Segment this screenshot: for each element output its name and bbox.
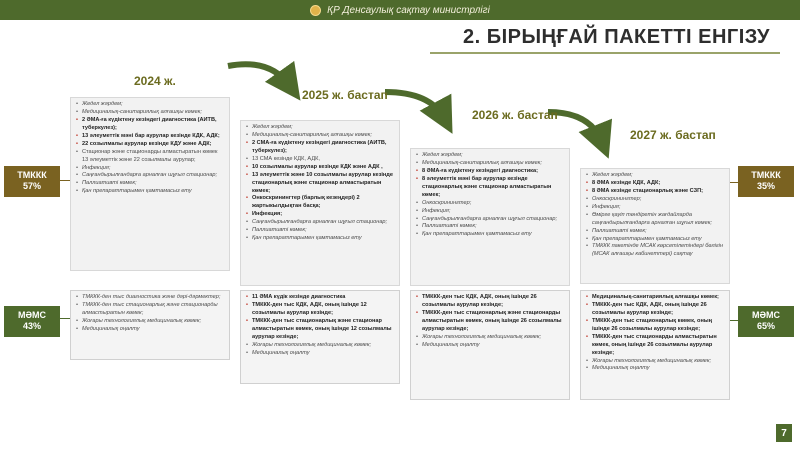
box-2024-tmkkk bbox=[70, 97, 230, 271]
mams-right-pct: 65% bbox=[756, 321, 775, 332]
list-item: • Медициналық-санитариялық алғашқы көмек; bbox=[586, 294, 724, 302]
list-item: • Медициналық-санитариялық алғашқы көмек; bbox=[246, 132, 394, 140]
list-item: • 13 әлеуметтік және 10 созылмалы аурулар кезінде стационарлық және стационар алмастыратын көмек; bbox=[246, 172, 394, 196]
mams-left-label: МӘМС bbox=[17, 310, 47, 320]
list-item: • ТМККК-ден тыс КДК, АДК, оның ішінде 12 созылмалы аурулар кезінде; bbox=[246, 302, 394, 318]
list-item: • ТМККК-ден тыс КДК, АДК, оның ішінде 26 созылмалы аурулар кезінде; bbox=[586, 302, 724, 318]
year-2024: 2024 ж. bbox=[134, 74, 176, 88]
box-2025-mams bbox=[240, 290, 400, 384]
list-item: • Жоғары технологиялық медициналық көмек; bbox=[76, 318, 224, 326]
list-item: • 10 созылмалы аурулар кезінде КДК және АДК , bbox=[246, 164, 394, 172]
list-item: • ТМККК-ден тыс стационарлық және стационарды алмастыратын көмек; bbox=[76, 302, 224, 318]
list-item: • Инфекция; bbox=[246, 211, 394, 219]
box-2027-tmkkk bbox=[580, 168, 730, 284]
list-item: • Жедел жәрдем; bbox=[586, 172, 724, 180]
list-item: • Паллиативті көмек; bbox=[246, 227, 394, 235]
list-item: • Жоғары технологиялық медициналық көмек; bbox=[416, 334, 564, 342]
list-item: • Паллиативті көмек; bbox=[416, 223, 564, 231]
list-item: • Жоғары технологиялық медициналық көмек; bbox=[246, 342, 394, 350]
list-item: • 22 созылмалы аурулар кезінде КДУ және АДК; bbox=[76, 141, 224, 149]
list-item: • 8 ӘМА кезінде стационарлық және СЗП; bbox=[586, 188, 724, 196]
list-item: • Қан препараттарымен қамтамасыз ету bbox=[586, 236, 724, 244]
list-item: • ТМККК-ден тыс КДК, АДК, оның ішінде 26 созылмалы аурулар кезінде; bbox=[416, 294, 564, 310]
list-item: • Медициналық-санитариялық алғашқы көмек; bbox=[76, 109, 224, 117]
box-2026-tmkkk bbox=[410, 148, 570, 286]
list-item: • Қан препараттарымен қамтамасыз ету bbox=[76, 188, 224, 196]
list-item: • 2 ӘМА-ға күдіктену кезіндегі диагностика (АИТВ, туберкулез); bbox=[76, 117, 224, 133]
list-item: • Қан препараттарымен қамтамасыз ету bbox=[246, 235, 394, 243]
list-item: • Қан препараттарымен қамтамасыз ету bbox=[416, 231, 564, 239]
list-item: • 8 әлеуметтік мәні бар аурулар кезінде стационарлық және стационар алмастыратын көмек; bbox=[416, 176, 564, 200]
list-item: • Медициналық-санитариялық алғашқы көмек; bbox=[416, 160, 564, 168]
list-item: • Онкоскринингтер (барлық кезеңдері) 2 жартыкылдықтан басқа; bbox=[246, 195, 394, 211]
tmkkk-left-badge bbox=[4, 166, 60, 197]
connector-mams-left bbox=[60, 318, 70, 319]
mams-left-badge bbox=[4, 306, 60, 337]
list-item: • Медициналық оңалту bbox=[246, 350, 394, 358]
list-item: • Өмірге қауіп төндіретін жағдайларда саңғандырылғандарға арналған шұғыл көмек; bbox=[586, 212, 724, 228]
slide-title: 2. БІРЫҢҒАЙ ПАКЕТТІ ЕНГІЗУ bbox=[462, 26, 770, 48]
year-2027: 2027 ж. бастап bbox=[630, 128, 716, 142]
tmkkk-right-badge bbox=[738, 166, 794, 197]
list-item: • ТМККК-ден тыс диагностика және дәрі-дәрмектер; bbox=[76, 294, 224, 302]
list-item: • ТМККК-ден тыс стационарлық және стационарды алмастыратын көмек, оның ішінде 26 созылмалы аурулар кезінде; bbox=[416, 310, 564, 334]
year-2026: 2026 ж. бастап bbox=[472, 108, 558, 122]
list-item: • Жоғары технологиялық медициналық көмек; bbox=[586, 358, 724, 366]
list-item: • Жедел жәрдем; bbox=[76, 101, 224, 109]
list-item: • Медициналық оңалту bbox=[586, 365, 724, 373]
connector-tmkkk-left bbox=[60, 180, 70, 181]
arrow-2024-2025 bbox=[228, 64, 290, 86]
list-item: • Паллиативті көмек; bbox=[76, 180, 224, 188]
arrow-2025-2026 bbox=[385, 92, 444, 118]
list-item: • Саңғандырылғандарға арналған шұғыл стационар; bbox=[76, 172, 224, 180]
page-number: 7 bbox=[776, 424, 792, 442]
ministry-name: ҚР Денсаулық сақтау министрлігі bbox=[327, 4, 490, 16]
list-item: • 8 ӘМА кезінде КДК, АДК; bbox=[586, 180, 724, 188]
list-item: • Медициналық оңалту bbox=[76, 326, 224, 334]
mams-right-label: МӘМС bbox=[751, 310, 781, 320]
tmkkk-left-label: ТМККК bbox=[17, 170, 47, 180]
list-item: • 11 ӘМА күдік кезінде диагностика bbox=[246, 294, 394, 302]
mams-right-badge bbox=[738, 306, 794, 337]
list-item: • Инфекция; bbox=[586, 204, 724, 212]
list-item: • Стационар және стационарды алмастыратын көмек 13 әлеуметтік және 22 созылмалы аурулар; bbox=[76, 149, 224, 165]
tmkkk-right-pct: 35% bbox=[756, 181, 775, 192]
list-item: • ТМККК-ден тыс стационарлық және стационар алмастыратын көмек, оның ішінде 12 созылмалы аурулар кезінде; bbox=[246, 318, 394, 342]
list-item: • Жедел жәрдем; bbox=[416, 152, 564, 160]
list-item: • ТМККК пакетінде МСАК көрсетілетіндері бөлігін (МСАК алғашқы кабинеттері) сақтау bbox=[586, 243, 724, 259]
list-item: • Инфекция; bbox=[416, 208, 564, 216]
list-item: • 13 СМА кезінде КДК, АДК, bbox=[246, 156, 394, 164]
list-item: • Онкоскринингтер; bbox=[416, 200, 564, 208]
mams-left-pct: 43% bbox=[22, 321, 41, 332]
box-2026-mams bbox=[410, 290, 570, 400]
list-item: • 13 әлеуметтік мәні бар аурулар кезінде КДК, АДК; bbox=[76, 133, 224, 141]
list-item: • Онкоскринингтер; bbox=[586, 196, 724, 204]
tmkkk-left-pct: 57% bbox=[22, 181, 41, 192]
list-item: • ТМККК-ден тыс стационарды алмастыратын көмек, оның ішінде 26 созылмалы аурулар кезінде; bbox=[586, 334, 724, 358]
list-item: • Паллиативті көмек; bbox=[586, 228, 724, 236]
list-item: • ТМККК-ден тыс стационарлық көмек, оның ішінде 26 созылмалы аурулар кезінде; bbox=[586, 318, 724, 334]
list-item: • Саңғандырылғандарға арналған шұғыл стационар; bbox=[416, 216, 564, 224]
box-2025-tmkkk bbox=[240, 120, 400, 286]
tmkkk-right-label: ТМККК bbox=[751, 170, 781, 180]
list-item: • Жедел жәрдем; bbox=[246, 124, 394, 132]
list-item: • 2 СМА-ға күдіктену кезіндегі диагностика (АИТВ, туберкулез); bbox=[246, 140, 394, 156]
box-2024-mams bbox=[70, 290, 230, 360]
list-item: • Саңғандырылғандарға арналған шұғыл стационар; bbox=[246, 219, 394, 227]
list-item: • Инфекция; bbox=[76, 165, 224, 173]
list-item: • Медициналық оңалту bbox=[416, 342, 564, 350]
box-2027-mams bbox=[580, 290, 730, 400]
year-2025: 2025 ж. бастап bbox=[302, 88, 388, 102]
list-item: • 8 ӘМА-ға күдіктену кезіндегі диагностика; bbox=[416, 168, 564, 176]
